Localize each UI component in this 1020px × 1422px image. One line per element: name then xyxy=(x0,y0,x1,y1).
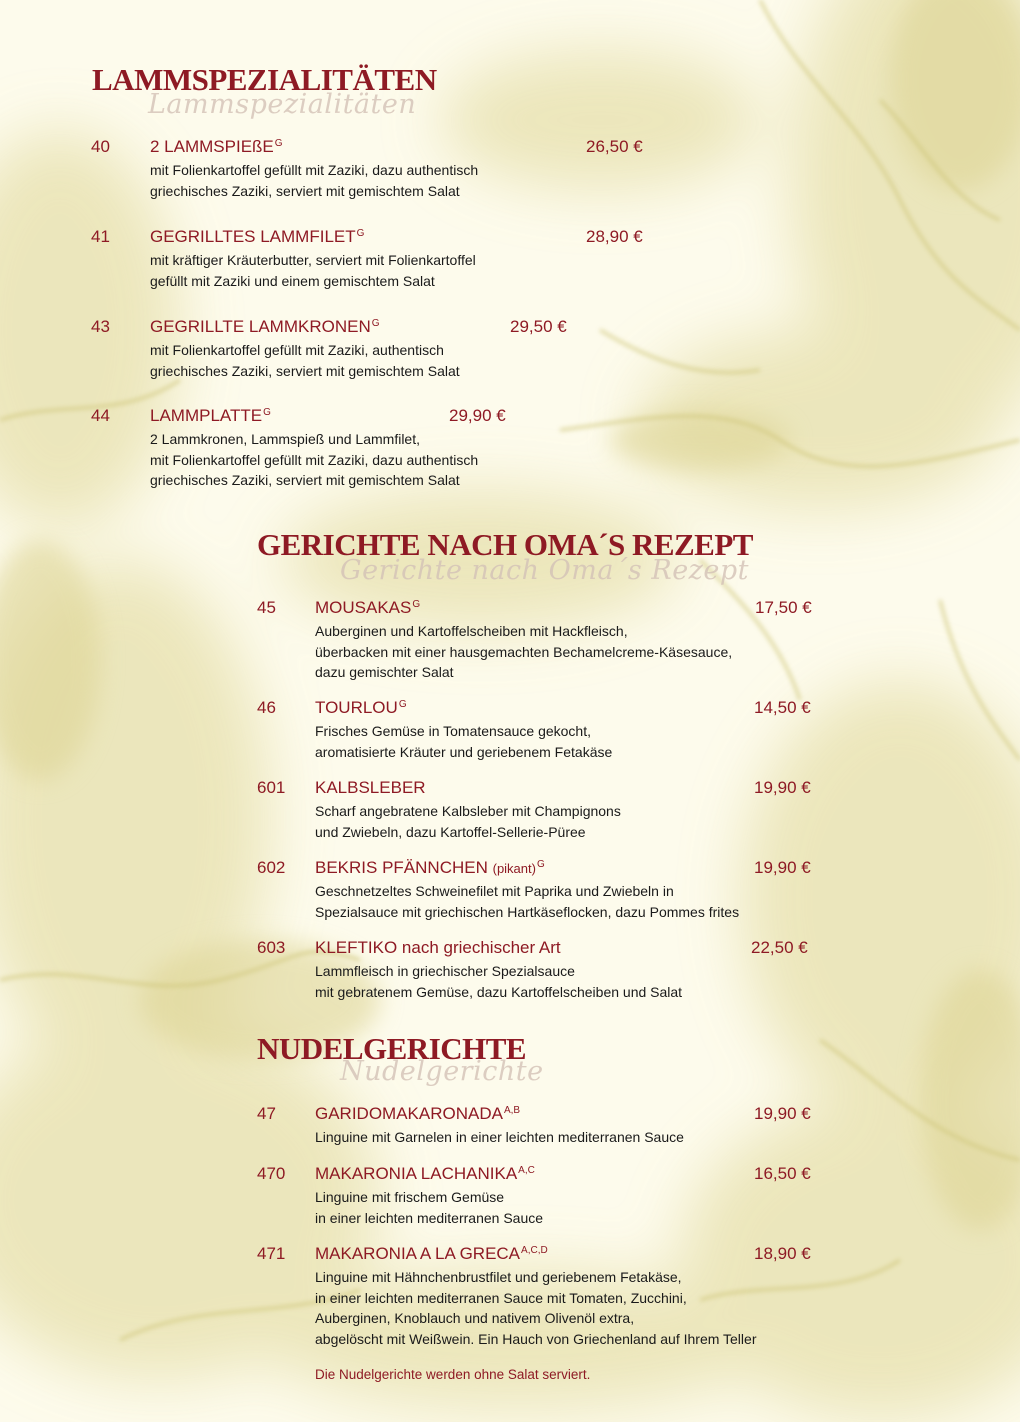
item-description: 2 Lammkronen, Lammspieß und Lammfilet, mit Folienkartoffel gefüllt mit Zaziki, dazu authentisch griechisches Zaziki, serviert mit gemischtem Salat xyxy=(150,431,479,488)
item-number: 602 xyxy=(257,858,286,877)
item-name: KLEFTIKO nach griechischer Art xyxy=(315,938,561,957)
item-price: 19,90 € xyxy=(754,858,811,877)
allergen-code: A,C xyxy=(518,1165,535,1176)
allergen-code: G xyxy=(356,228,365,239)
item-description: mit kräftiger Kräuterbutter, serviert mit Folienkartoffel gefüllt mit Zaziki und einem gemischtem Salat xyxy=(150,252,476,289)
allergen-code: G xyxy=(263,407,271,418)
item-description: Lammfleisch in griechischer Spezialsauce mit gebratenem Gemüse, dazu Kartoffelscheiben und Salat xyxy=(315,963,683,1000)
item-description: Auberginen und Kartoffelscheiben mit Hackfleisch, überbacken mit einer hausgemachten Bechamelcreme-Käsesauce, dazu gemischter Salat xyxy=(315,623,733,680)
item-name-qualifier: (pikant) xyxy=(492,861,536,876)
item-description: Frisches Gemüse in Tomatensauce gekocht, aromatisierte Kräuter und geriebenem Fetakäse xyxy=(315,723,613,760)
allergen-code: G xyxy=(412,599,421,610)
item-price: 26,50 € xyxy=(586,137,643,156)
section-script-nudel: Nudelgerichte xyxy=(340,1056,544,1087)
footnote: Die Nudelgerichte werden ohne Salat serviert. xyxy=(315,1367,591,1382)
item-description: Linguine mit Hähnchenbrustfilet und geriebenem Fetakäse, in einer leichten mediterranen Sauce mit Tomaten, Zucchini, Auberginen, Knoblauch und nativem Olivenöl extra, abgelöscht mit Weißwein. Ein Hauch von Griechenland auf Ihrem Teller xyxy=(315,1269,757,1347)
allergen-code: G xyxy=(371,318,380,329)
section-script-oma: Gerichte nach Oma´s Rezept xyxy=(340,555,750,586)
item-number: 47 xyxy=(257,1104,276,1123)
item-number: 471 xyxy=(257,1244,286,1263)
item-price: 29,50 € xyxy=(510,317,567,336)
item-description: Geschnetzeltes Schweinefilet mit Paprika und Zwiebeln in Spezialsauce mit griechischen Hartkäseflocken, dazu Pommes frites xyxy=(315,883,740,920)
item-number: 40 xyxy=(91,137,110,156)
item-price: 17,50 € xyxy=(755,598,812,617)
item-name: $LAMMPLATTE^G$ xyxy=(150,406,271,425)
item-price: 19,90 € xyxy=(754,1104,811,1123)
item-number: 601 xyxy=(257,778,286,797)
section-title-oma: GERICHTE NACH OMA´S REZEPT xyxy=(257,527,753,562)
item-price: 18,90 € xyxy=(754,1244,811,1263)
allergen-code: A,B xyxy=(503,1105,521,1116)
allergen-code: G xyxy=(398,699,407,710)
item-name: GEGRILLTES $LAMMFILET^G$ xyxy=(150,227,365,246)
item-description: Scharf angebratene Kalbsleber mit Champignons und Zwiebeln, dazu Kartoffel-Sellerie-Püree xyxy=(315,803,621,840)
item-price: 14,50 € xyxy=(754,698,811,717)
item-name: $GARIDOMAKARONADA^{A,B}$ xyxy=(315,1104,521,1123)
item-price: 19,90 € xyxy=(754,778,811,797)
item-price: 29,90 € xyxy=(449,406,506,425)
item-number: 603 xyxy=(257,938,286,957)
item-number: 470 xyxy=(257,1164,286,1183)
item-number: 45 xyxy=(257,598,276,617)
section-script-lamm: Lammspezialitäten xyxy=(148,89,417,120)
item-name: BEKRIS PFÄNNCHEN (pikant)$^G$ xyxy=(315,858,545,877)
item-price: 22,50 € xyxy=(751,938,808,957)
section-title-nudel: NUDELGERICHTE xyxy=(257,1031,527,1066)
item-number: 46 xyxy=(257,698,276,717)
item-name: MAKARONIA A LA $GRECA^{A,C,D}$ xyxy=(315,1244,548,1263)
item-name: $MOUSAKAS^G$ xyxy=(315,598,421,617)
allergen-code: G xyxy=(536,859,545,870)
item-description: mit Folienkartoffel gefüllt mit Zaziki, dazu authentisch griechisches Zaziki, serviert mit gemischtem Salat xyxy=(150,162,479,199)
item-number: 44 xyxy=(91,406,110,425)
item-name: 2 LAMMSPIEßE$^G$ xyxy=(150,137,283,156)
item-name: GEGRILLTE $LAMMKRONEN^G$ xyxy=(150,317,380,336)
section-title-lamm: LAMMSPEZIALITÄTEN xyxy=(92,62,437,97)
item-description: mit Folienkartoffel gefüllt mit Zaziki, authentisch griechisches Zaziki, serviert mit gemischtem Salat xyxy=(150,342,460,379)
item-name: $TOURLOU^G$ xyxy=(315,698,407,717)
item-number: 41 xyxy=(91,227,110,246)
item-price: 28,90 € xyxy=(586,227,643,246)
item-number: 43 xyxy=(91,317,110,336)
item-description: Linguine mit Garnelen in einer leichten mediterranen Sauce xyxy=(315,1129,684,1145)
item-name: MAKARONIA $LACHANIKA^{A,C}$ xyxy=(315,1164,535,1183)
item-price: 16,50 € xyxy=(754,1164,811,1183)
allergen-code: G xyxy=(274,138,283,149)
item-description: Linguine mit frischem Gemüse in einer leichten mediterranen Sauce xyxy=(315,1189,544,1226)
allergen-code: A,C,D xyxy=(521,1245,548,1256)
item-name: KALBSLEBER xyxy=(315,778,426,797)
